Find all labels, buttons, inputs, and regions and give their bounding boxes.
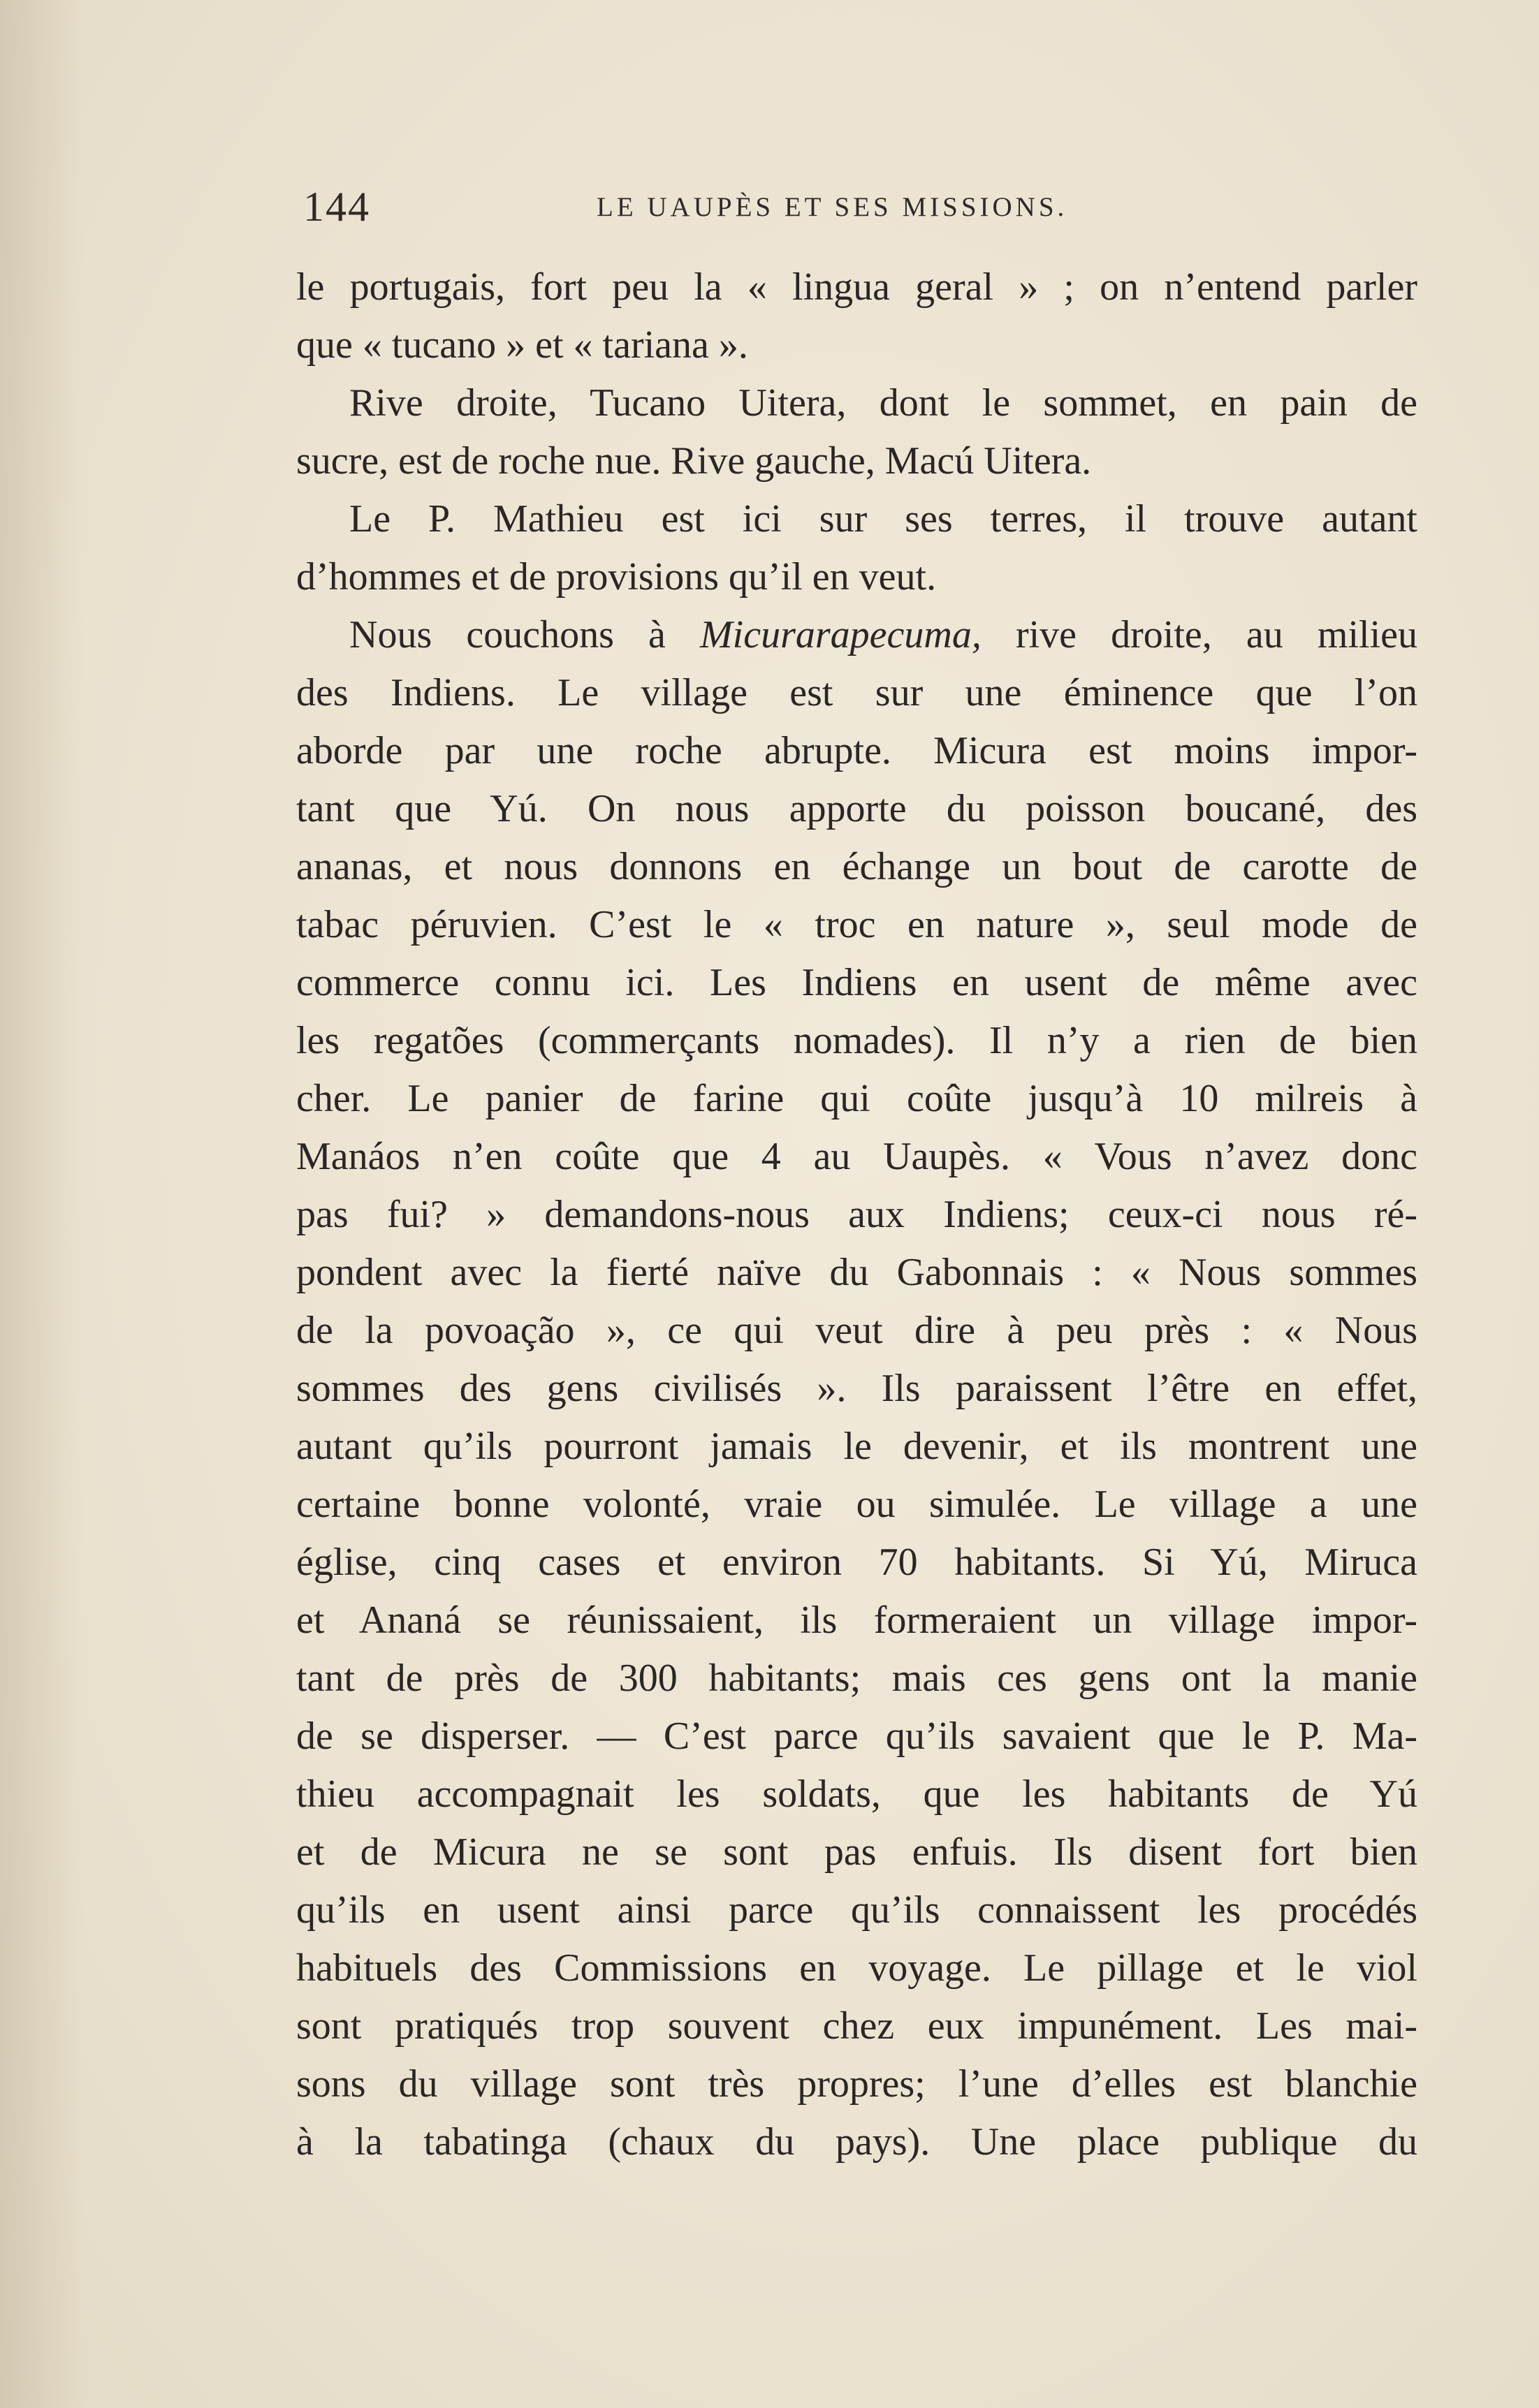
text-line: des Indiens. Le village est sur une éminence que l’on	[296, 671, 1417, 714]
text-line: de la povoação », ce qui veut dire à peu près : « Nous	[296, 1309, 1417, 1352]
text-line: d’hommes et de provisions qu’il en veut.	[296, 555, 937, 599]
text-line: ananas, et nous donnons en échange un bout de carotte de	[296, 845, 1417, 888]
text-line: Manáos n’en coûte que 4 au Uaupès. « Vous n’avez donc	[296, 1135, 1417, 1178]
text-line: Rive droite, Tucano Uitera, dont le sommet, en pain de	[349, 381, 1417, 425]
text-line: le portugais, fort peu la « lingua geral » ; on n’entend parler	[296, 265, 1417, 309]
text-line: pondent avec la fierté naïve du Gabonnais : « Nous sommes	[296, 1251, 1417, 1294]
text-line: sont pratiqués trop souvent chez eux impunément. Les mai-	[296, 2004, 1417, 2048]
text-run: Nous couchons à	[349, 613, 701, 656]
text-line: commerce connu ici. Les Indiens en usent de même avec	[296, 961, 1417, 1004]
text-line: tant de près de 300 habitants; mais ces gens ont la manie	[296, 1657, 1417, 1700]
text-line: et de Micura ne se sont pas enfuis. Ils disent fort bien	[296, 1830, 1417, 1874]
text-line: que « tucano » et « tariana ».	[296, 323, 748, 367]
text-line: certaine bonne volonté, vraie ou simulée. Le village a une	[296, 1483, 1417, 1526]
page-number: 144	[303, 184, 370, 230]
text-line: Le P. Mathieu est ici sur ses terres, il trouve autant	[349, 497, 1417, 541]
page-header	[296, 183, 1417, 230]
text-line: sucre, est de roche nue. Rive gauche, Macú Uitera.	[296, 439, 1092, 483]
running-title: LE UAUPÈS ET SES MISSIONS.	[597, 192, 1068, 222]
page-edge-shadow	[0, 0, 84, 2408]
text-line: sons du village sont très propres; l’une d’elles est blanchie	[296, 2062, 1417, 2106]
text-line	[296, 606, 1417, 664]
text-line: de se disperser. — C’est parce qu’ils savaient que le P. Ma-	[296, 1715, 1417, 1758]
text-line: les regatões (commerçants nomades). Il n’y a rien de bien	[296, 1019, 1417, 1062]
text-line: thieu accompagnait les soldats, que les habitants de Yú	[296, 1772, 1417, 1816]
italic-place-name: Micurarapecuma,	[700, 613, 982, 656]
text-line: pas fui? » demandons-nous aux Indiens; ceux-ci nous ré-	[296, 1193, 1417, 1236]
text-line: à la tabatinga (chaux du pays). Une place publique du	[296, 2120, 1417, 2164]
text-line: habituels des Commissions en voyage. Le pillage et le viol	[296, 1946, 1417, 1990]
text-run: rive droite, au milieu	[981, 613, 1417, 656]
text-line: qu’ils en usent ainsi parce qu’ils connaissent les procédés	[296, 1888, 1417, 1932]
text-line: autant qu’ils pourront jamais le devenir, et ils montrent une	[296, 1425, 1417, 1468]
body-text	[296, 258, 1417, 2171]
text-line: église, cinq cases et environ 70 habitants. Si Yú, Miruca	[296, 1541, 1417, 1584]
text-line: et Ananá se réunissaient, ils formeraient un village impor-	[296, 1599, 1417, 1642]
text-line: sommes des gens civilisés ». Ils paraissent l’être en effet,	[296, 1367, 1417, 1410]
text-line: aborde par une roche abrupte. Micura est moins impor-	[296, 729, 1417, 772]
text-line: tabac péruvien. C’est le « troc en nature », seul mode de	[296, 903, 1417, 946]
text-line: tant que Yú. On nous apporte du poisson boucané, des	[296, 787, 1417, 830]
text-line: cher. Le panier de farine qui coûte jusqu’à 10 milreis à	[296, 1077, 1417, 1120]
